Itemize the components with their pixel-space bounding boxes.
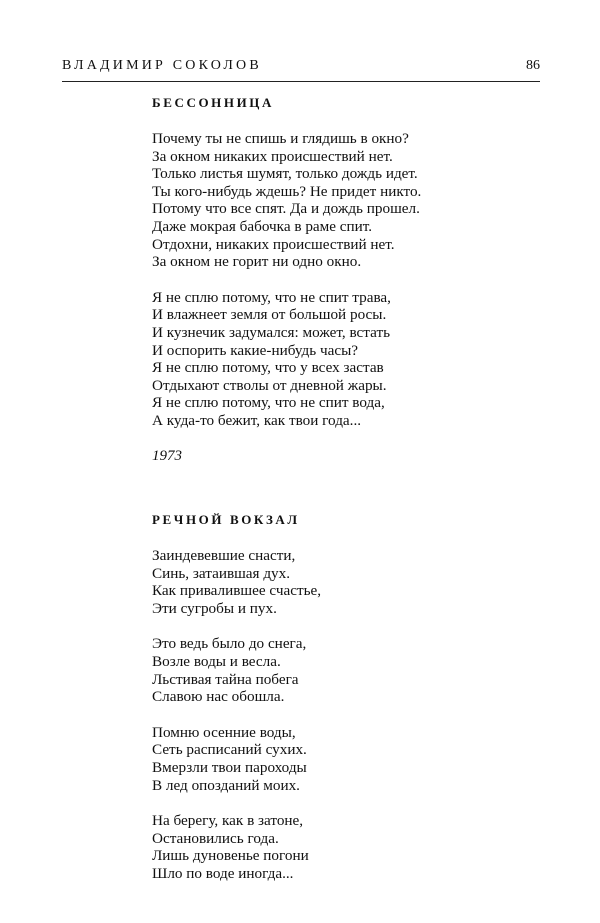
poem-line: Остановились года. [152, 829, 279, 847]
poem-line: Льстивая тайна побега [152, 670, 299, 688]
poem-line: Сеть расписаний сухих. [152, 741, 307, 759]
stanza [152, 724, 532, 794]
poem-line: За окном не горит ни одно окно. [152, 253, 362, 271]
poem-line: Почему ты не спишь и глядишь в окно? [152, 130, 409, 147]
poem-line: Даже мокрая бабочка в раме спит. [152, 217, 373, 235]
stanza [152, 812, 532, 882]
header-rule [62, 81, 540, 82]
poem-title: РЕЧНОЙ ВОКЗАЛ [152, 512, 300, 527]
poem-bessonnitsa [152, 95, 532, 465]
poem-line: Возле воды и весла. [152, 652, 281, 670]
poem-line: Я не сплю потому, что не спит трава, [152, 288, 391, 306]
poem-line: Вмерзли твои пароходы [152, 758, 307, 776]
poem-line: Синь, затаившая дух. [152, 564, 291, 582]
poem-rechnoy-vokzal [152, 512, 532, 901]
poem-line: Отдохни, никаких происшествий нет. [152, 235, 395, 253]
poem-line: Лишь дуновенье погони [152, 847, 309, 865]
poem-line: На берегу, как в затоне, [152, 812, 304, 830]
page-number: 86 [526, 58, 540, 73]
poem-line: И оспорить какие-нибудь часы? [152, 341, 359, 359]
poem-line: За окном никаких происшествий нет. [152, 147, 393, 165]
poem-line: Потому что все спят. Да и дождь прошел. [152, 200, 420, 218]
poem-title: БЕССОННИЦА [152, 95, 274, 110]
running-head-author: ВЛАДИМИР СОКОЛОВ [62, 58, 262, 73]
poem-line: Как привалившее счастье, [152, 582, 322, 600]
poem-line: В лед опозданий моих. [152, 776, 300, 794]
poem-line: Я не сплю потому, что не спит вода, [152, 394, 385, 412]
poem-line: Отдыхают стволы от дневной жары. [152, 376, 387, 394]
stanza [152, 289, 532, 430]
poem-line: И влажнеет земля от большой росы. [152, 306, 387, 324]
poem-line: Помню осенние воды, [152, 723, 296, 741]
stanza [152, 547, 532, 617]
poem-date: 1973 [152, 447, 182, 464]
stanza [152, 635, 532, 705]
poem-line: Это ведь было до снега, [152, 635, 307, 653]
stanza [152, 130, 532, 271]
poem-line: И кузнечик задумался: может, встать [152, 323, 391, 341]
poem-line: Эти сугробы и пух. [152, 599, 277, 617]
poem-line: Заиндевевшие снасти, [152, 547, 296, 564]
poem-line: Я не сплю потому, что у всех застав [152, 359, 384, 377]
poem-line: Шло по воде иногда... [152, 864, 294, 882]
poem-line: А куда-то бежит, как твои года... [152, 411, 362, 429]
poem-line: Только листья шумят, только дождь идет. [152, 165, 418, 183]
poem-line: Ты кого-нибудь ждешь? Не придет никто. [152, 182, 422, 200]
poem-line: Славою нас обошла. [152, 688, 285, 706]
